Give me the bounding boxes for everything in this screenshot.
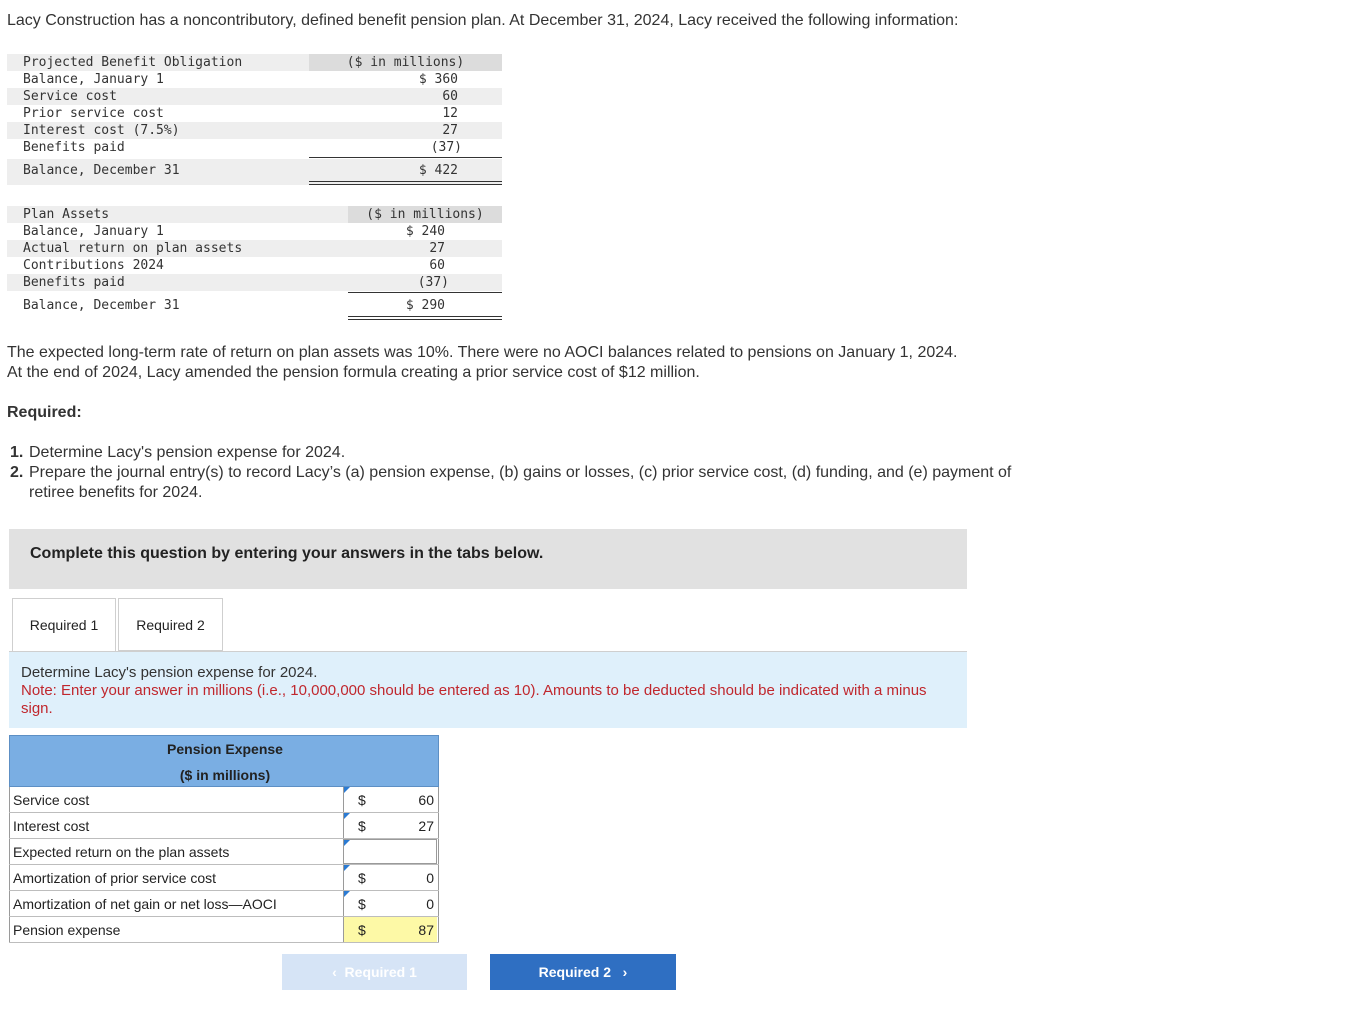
pbo-row-value: (37) (430, 140, 462, 155)
assets-unit-header: ($ in millions) (348, 206, 502, 223)
pbo-row-value: $ 422 (418, 163, 458, 178)
assets-row (7, 257, 502, 274)
pbo-unit-header: ($ in millions) (309, 54, 502, 71)
pbo-row-label: Balance, December 31 (23, 163, 180, 178)
table-row (9, 813, 439, 839)
table-row (9, 917, 439, 943)
assets-row-value: 60 (429, 258, 445, 273)
currency-symbol: $ (358, 818, 366, 834)
pbo-row (7, 122, 502, 139)
required-item-text: Prepare the journal entry(s) to record Lacy’s (a) pension expense, (b) gains or losses, (c) prior service cost, (d) funding, and (e) payment of retiree benefits for 2024. (29, 464, 1012, 501)
instruction-note: Note: Enter your answer in millions (i.e., 10,000,000 should be entered as 10). Amounts to be deducted should be indicated with a minus sign. (21, 682, 927, 717)
currency-symbol: $ (358, 870, 366, 886)
interest-cost-input[interactable] (343, 813, 437, 838)
instruction-banner (9, 529, 967, 589)
pbo-row-label: Interest cost (7.5%) (23, 123, 180, 138)
required-item (10, 443, 1020, 463)
pbo-double-rule (309, 184, 502, 185)
table-row (9, 839, 439, 865)
assets-title: Plan Assets (23, 207, 110, 222)
table-row (9, 787, 439, 813)
flag-icon (344, 891, 350, 897)
assets-row-label: Benefits paid (23, 275, 125, 290)
assets-row-label: Contributions 2024 (23, 258, 164, 273)
tab-required-2[interactable]: Required 2 (118, 598, 223, 651)
banner-text: Complete this question by entering your answers in the tabs below. (30, 545, 544, 562)
pbo-row-value: 27 (442, 123, 458, 138)
row-label: Service cost (13, 792, 90, 808)
chevron-right-icon: › (622, 964, 628, 980)
pbo-double-rule (309, 181, 502, 182)
required-list (10, 443, 1020, 503)
flag-icon (344, 813, 350, 819)
assets-row (7, 240, 502, 257)
next-button-label: Required 2 (538, 964, 611, 980)
service-cost-input[interactable] (343, 787, 437, 812)
row-label: Amortization of net gain or net loss—AOCI (13, 896, 277, 912)
prev-button-label: Required 1 (344, 964, 417, 980)
amount-value: 0 (426, 896, 434, 912)
pbo-row-label: Service cost (23, 89, 117, 104)
row-label: Pension expense (13, 922, 121, 938)
pension-expense-total (343, 917, 437, 942)
amount-value: 87 (418, 922, 434, 938)
required-item-text: Determine Lacy's pension expense for 2024. (29, 444, 346, 461)
currency-symbol: $ (358, 922, 366, 938)
plan-assets-table (7, 206, 502, 322)
currency-symbol: $ (358, 792, 366, 808)
pbo-row (7, 139, 502, 156)
pbo-row (7, 88, 502, 105)
flag-icon (344, 787, 350, 793)
pension-table-title: Pension Expense (167, 741, 283, 757)
next-required-2-button[interactable] (490, 954, 676, 990)
pbo-row-label: Benefits paid (23, 140, 125, 155)
pbo-row-value: 12 (442, 106, 458, 121)
required-item-number: 2. (10, 464, 24, 481)
prior-service-amortization-input[interactable] (343, 865, 437, 890)
context-paragraph (7, 343, 957, 383)
tab-instructions (9, 652, 967, 728)
amount-value: 0 (426, 870, 434, 886)
assets-double-rule (348, 316, 502, 317)
amount-value: 27 (418, 818, 434, 834)
assets-row-value: (37) (417, 275, 449, 290)
pbo-row-label: Balance, January 1 (23, 72, 164, 87)
assets-row-value: $ 240 (405, 224, 445, 239)
row-label: Amortization of prior service cost (13, 870, 217, 886)
flag-icon (344, 865, 350, 871)
instruction-main: Determine Lacy's pension expense for 2024. (21, 664, 318, 681)
net-gain-loss-amortization-input[interactable] (343, 891, 437, 916)
pension-table-unit: ($ in millions) (179, 767, 271, 783)
pbo-row (7, 71, 502, 88)
assets-row-value: $ 290 (405, 298, 445, 313)
pbo-table (7, 54, 502, 186)
context-line-2: At the end of 2024, Lacy amended the pension formula creating a prior service cost of $12 million. (7, 364, 700, 381)
pbo-total-rule (309, 157, 502, 158)
intro-text: Lacy Construction has a noncontributory, defined benefit pension plan. At December 31, 2024, Lacy received the following information: (7, 12, 959, 29)
expected-return-input[interactable] (343, 839, 437, 864)
pension-table-header (9, 735, 439, 787)
currency-symbol: $ (358, 896, 366, 912)
pbo-row-value: 60 (442, 89, 458, 104)
assets-row (7, 274, 502, 291)
tab-required-1[interactable]: Required 1 (12, 598, 116, 652)
pbo-row (7, 105, 502, 122)
pbo-row-label: Prior service cost (23, 106, 164, 121)
table-row (9, 891, 439, 917)
required-item (10, 463, 1020, 503)
row-label: Interest cost (13, 818, 90, 834)
assets-row-label: Balance, January 1 (23, 224, 164, 239)
prev-required-1-button[interactable] (282, 954, 467, 990)
row-label: Expected return on the plan assets (13, 844, 230, 860)
assets-row-label: Balance, December 31 (23, 298, 180, 313)
required-heading: Required: (7, 404, 82, 421)
assets-row-value: 27 (429, 241, 445, 256)
amount-value: 60 (418, 792, 434, 808)
pbo-row-value: $ 360 (418, 72, 458, 87)
pbo-title: Projected Benefit Obligation (23, 55, 243, 70)
assets-row (7, 223, 502, 240)
assets-total-rule (348, 292, 502, 293)
table-row (9, 865, 439, 891)
chevron-left-icon: ‹ (332, 964, 337, 980)
context-line-1: The expected long-term rate of return on plan assets was 10%. There were no AOCI balances related to pensions on January 1, 2024. (7, 344, 958, 361)
assets-double-rule (348, 319, 502, 320)
assets-row-label: Actual return on plan assets (23, 241, 243, 256)
required-item-number: 1. (10, 444, 24, 461)
flag-icon (344, 840, 350, 846)
